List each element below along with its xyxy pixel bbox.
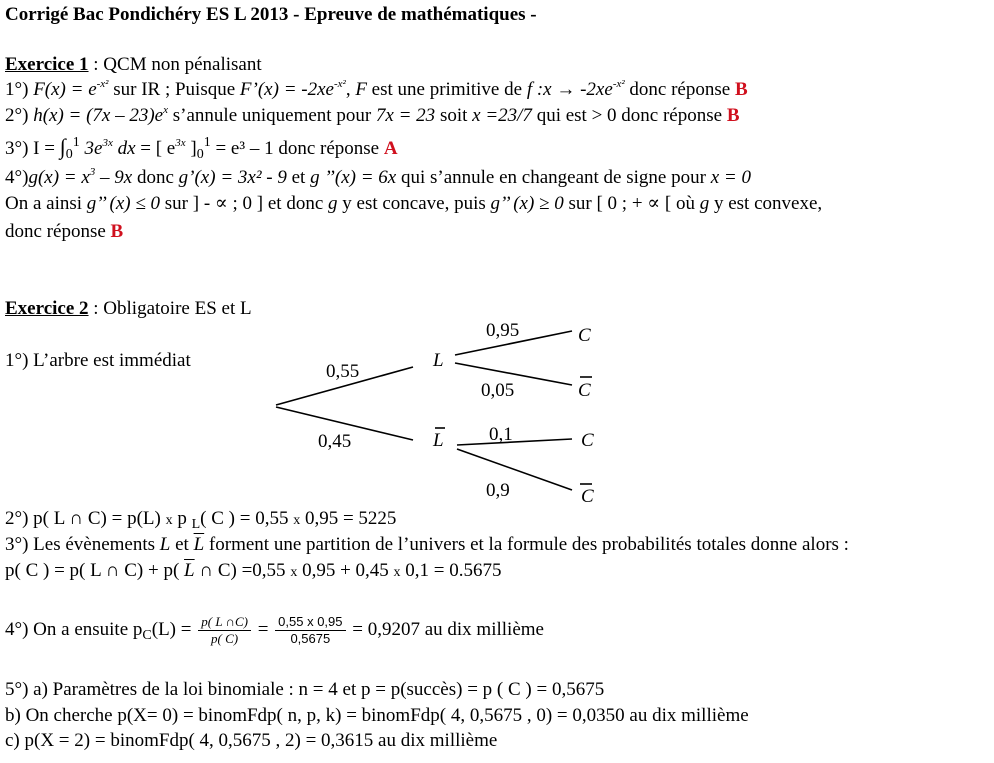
ex2-question-5c: c) p(X = 2) = binomFdp( 4, 0,5675 , 2) = 0,3615 au dix millième — [5, 730, 498, 751]
text: p — [172, 508, 192, 529]
ex2-question-3-formula — [5, 559, 502, 585]
math-expr: -2xe — [580, 79, 613, 100]
text: y est convexe, — [709, 193, 823, 214]
text: = [ e — [135, 138, 176, 159]
exponent: -x² — [333, 78, 346, 90]
answer-badge: B — [726, 105, 740, 126]
math-expr: F(x) = e — [33, 79, 97, 100]
exponent: 3x — [175, 137, 186, 149]
lower-bound: 0 — [65, 147, 73, 162]
math-expr: 3e — [79, 138, 103, 159]
text: , — [345, 79, 356, 100]
text: qui s’annule en changeant de signe pour — [396, 167, 711, 188]
lower-bound: 0 — [196, 147, 204, 162]
answer-badge: B — [110, 221, 124, 242]
math-expr: – 9x — [95, 167, 133, 188]
text: donc réponse — [624, 79, 735, 100]
times-sign: x — [165, 513, 173, 528]
text: sur [ 0 ; + ∝ [ où — [563, 193, 700, 214]
exponent: 3x — [102, 137, 113, 149]
text: 0,95 = 5225 — [300, 508, 397, 529]
math-expr: $\overline{L}$ — [193, 534, 205, 555]
prob-L-Cbar: 0,05 — [481, 380, 515, 401]
upper-bound: 1 — [72, 135, 80, 150]
node-L-Cbar: C — [578, 380, 591, 401]
text: ( C ) = 0,55 — [200, 508, 294, 529]
text: ] — [185, 138, 197, 159]
text: = — [252, 619, 274, 640]
ex2-question-4 — [5, 610, 544, 650]
text: = 0,9207 au dix millième — [347, 619, 544, 640]
fraction-denominator: 0,5675 — [290, 631, 331, 647]
answer-badge: B — [734, 79, 748, 100]
text: forment une partition de l’univers et la formule des probabilités totales donne alors : — [204, 534, 849, 555]
math-expr: L — [159, 534, 171, 555]
math-expr: g — [328, 193, 338, 214]
ex2-question-1: 1°) L’arbre est immédiat — [5, 350, 191, 371]
text: qui est > 0 donc réponse — [531, 105, 727, 126]
ex2-question-3 — [5, 533, 849, 557]
ex2-question-5b: b) On cherche p(X= 0) = binomFdp( n, p, k) = binomFdp( 4, 0,5675 , 0) = 0,0350 au dix millième — [5, 705, 749, 726]
math-expr: f :x — [526, 79, 552, 100]
text: 2°) p( L ∩ C) = p(L) — [5, 508, 166, 529]
answer-badge: A — [383, 138, 398, 159]
text: donc — [132, 167, 179, 188]
text: 4°) On a ensuite p — [5, 619, 143, 640]
subscript: C — [142, 628, 152, 643]
fraction-numerator: 0,55 x 0,95 — [275, 614, 345, 631]
text: p( C ) = p( L ∩ C) + p( — [5, 560, 185, 581]
arrow-icon: → — [551, 79, 581, 100]
text: et — [286, 167, 311, 188]
text: = e³ – 1 donc réponse — [210, 138, 384, 159]
exercise-1-subtitle: : QCM non pénalisant — [88, 54, 262, 75]
text: est une primitive de — [366, 79, 527, 100]
prob-L: 0,55 — [326, 361, 360, 382]
text: 3°) Les évènements — [5, 534, 160, 555]
times-sign: x — [393, 565, 401, 580]
text: donc réponse — [5, 221, 111, 242]
ex2-question-5a: 5°) a) Paramètres de la loi binomiale : n = 4 et p = p(succès) = p ( C ) = 0,5675 — [5, 679, 605, 700]
node-Lbar-C: C — [581, 430, 594, 451]
math-expr: dx — [112, 138, 136, 159]
math-expr: F — [355, 79, 367, 100]
math-expr: g(x) = x — [28, 167, 90, 188]
math-expr: g’(x) = 3x² - 9 — [178, 167, 287, 188]
math-expr: x = 0 — [710, 167, 751, 188]
text: 0,95 + 0,45 — [297, 560, 394, 581]
times-sign: x — [290, 565, 298, 580]
prob-L-C: 0,95 — [486, 320, 520, 341]
node-Lbar: L — [433, 430, 444, 451]
math-expr: h(x) = (7x – 23)e — [33, 105, 164, 126]
text: sur IR ; Puisque — [108, 79, 240, 100]
math-expr: 7x = 23 — [375, 105, 436, 126]
q-number: 1°) — [5, 79, 34, 100]
q-number: 3°) I = — [5, 138, 60, 159]
node-L: L — [433, 350, 444, 371]
subscript: L — [191, 517, 201, 532]
upper-bound: 1 — [203, 135, 211, 150]
q-number: 4°) — [5, 167, 29, 188]
text: s’annule uniquement pour — [168, 105, 376, 126]
math-expr: g — [699, 193, 710, 214]
node-L-C: C — [578, 325, 591, 346]
fraction-denominator: p( C) — [211, 631, 239, 647]
text: et — [170, 534, 194, 555]
math-expr: $\overline{L}$ — [184, 560, 195, 581]
fraction-values — [275, 614, 345, 647]
branch-Lbar-Cbar — [457, 449, 572, 490]
exercise-1-title: Exercice 1 — [5, 54, 89, 75]
exercise-2-subtitle: : Obligatoire ES et L — [88, 298, 252, 319]
ex2-question-2 — [5, 507, 396, 533]
text: ∩ C) =0,55 — [194, 560, 291, 581]
text: sur ] - ∝ ; 0 ] et donc — [160, 193, 329, 214]
times-sign: x — [293, 513, 301, 528]
text: soit — [435, 105, 473, 126]
page-title: Corrigé Bac Pondichéry ES L 2013 - Epreuve de mathématiques - — [5, 4, 537, 25]
text: 0,1 = 0.5675 — [400, 560, 502, 581]
q-number: 2°) — [5, 105, 34, 126]
exponent: -x² — [612, 78, 625, 90]
exponent: -x² — [96, 78, 109, 90]
fraction-numerator: p( L ∩C) — [198, 614, 251, 631]
math-expr: g’’ (x) ≥ 0 — [490, 193, 564, 214]
text: y est concave, puis — [337, 193, 491, 214]
prob-Lbar-Cbar: 0,9 — [486, 480, 510, 501]
math-expr: g’’ (x) ≤ 0 — [86, 193, 161, 214]
math-expr: F’(x) = -2xe — [239, 79, 334, 100]
text: (L) = — [151, 619, 197, 640]
exercise-2-title: Exercice 2 — [5, 298, 89, 319]
math-expr: x =23/7 — [472, 105, 532, 126]
fraction-conditional — [198, 614, 251, 647]
branch-Lbar-C — [457, 439, 572, 445]
prob-Lbar: 0,45 — [318, 431, 352, 452]
prob-Lbar-C: 0,1 — [489, 424, 513, 445]
integral-sign: ∫ — [59, 134, 66, 159]
node-Lbar-Cbar: C — [581, 486, 594, 507]
text: On a ainsi — [5, 193, 87, 214]
exponent: 3 — [89, 166, 96, 178]
math-expr: g ’’(x) = 6x — [310, 167, 397, 188]
exponent: x — [163, 104, 169, 116]
